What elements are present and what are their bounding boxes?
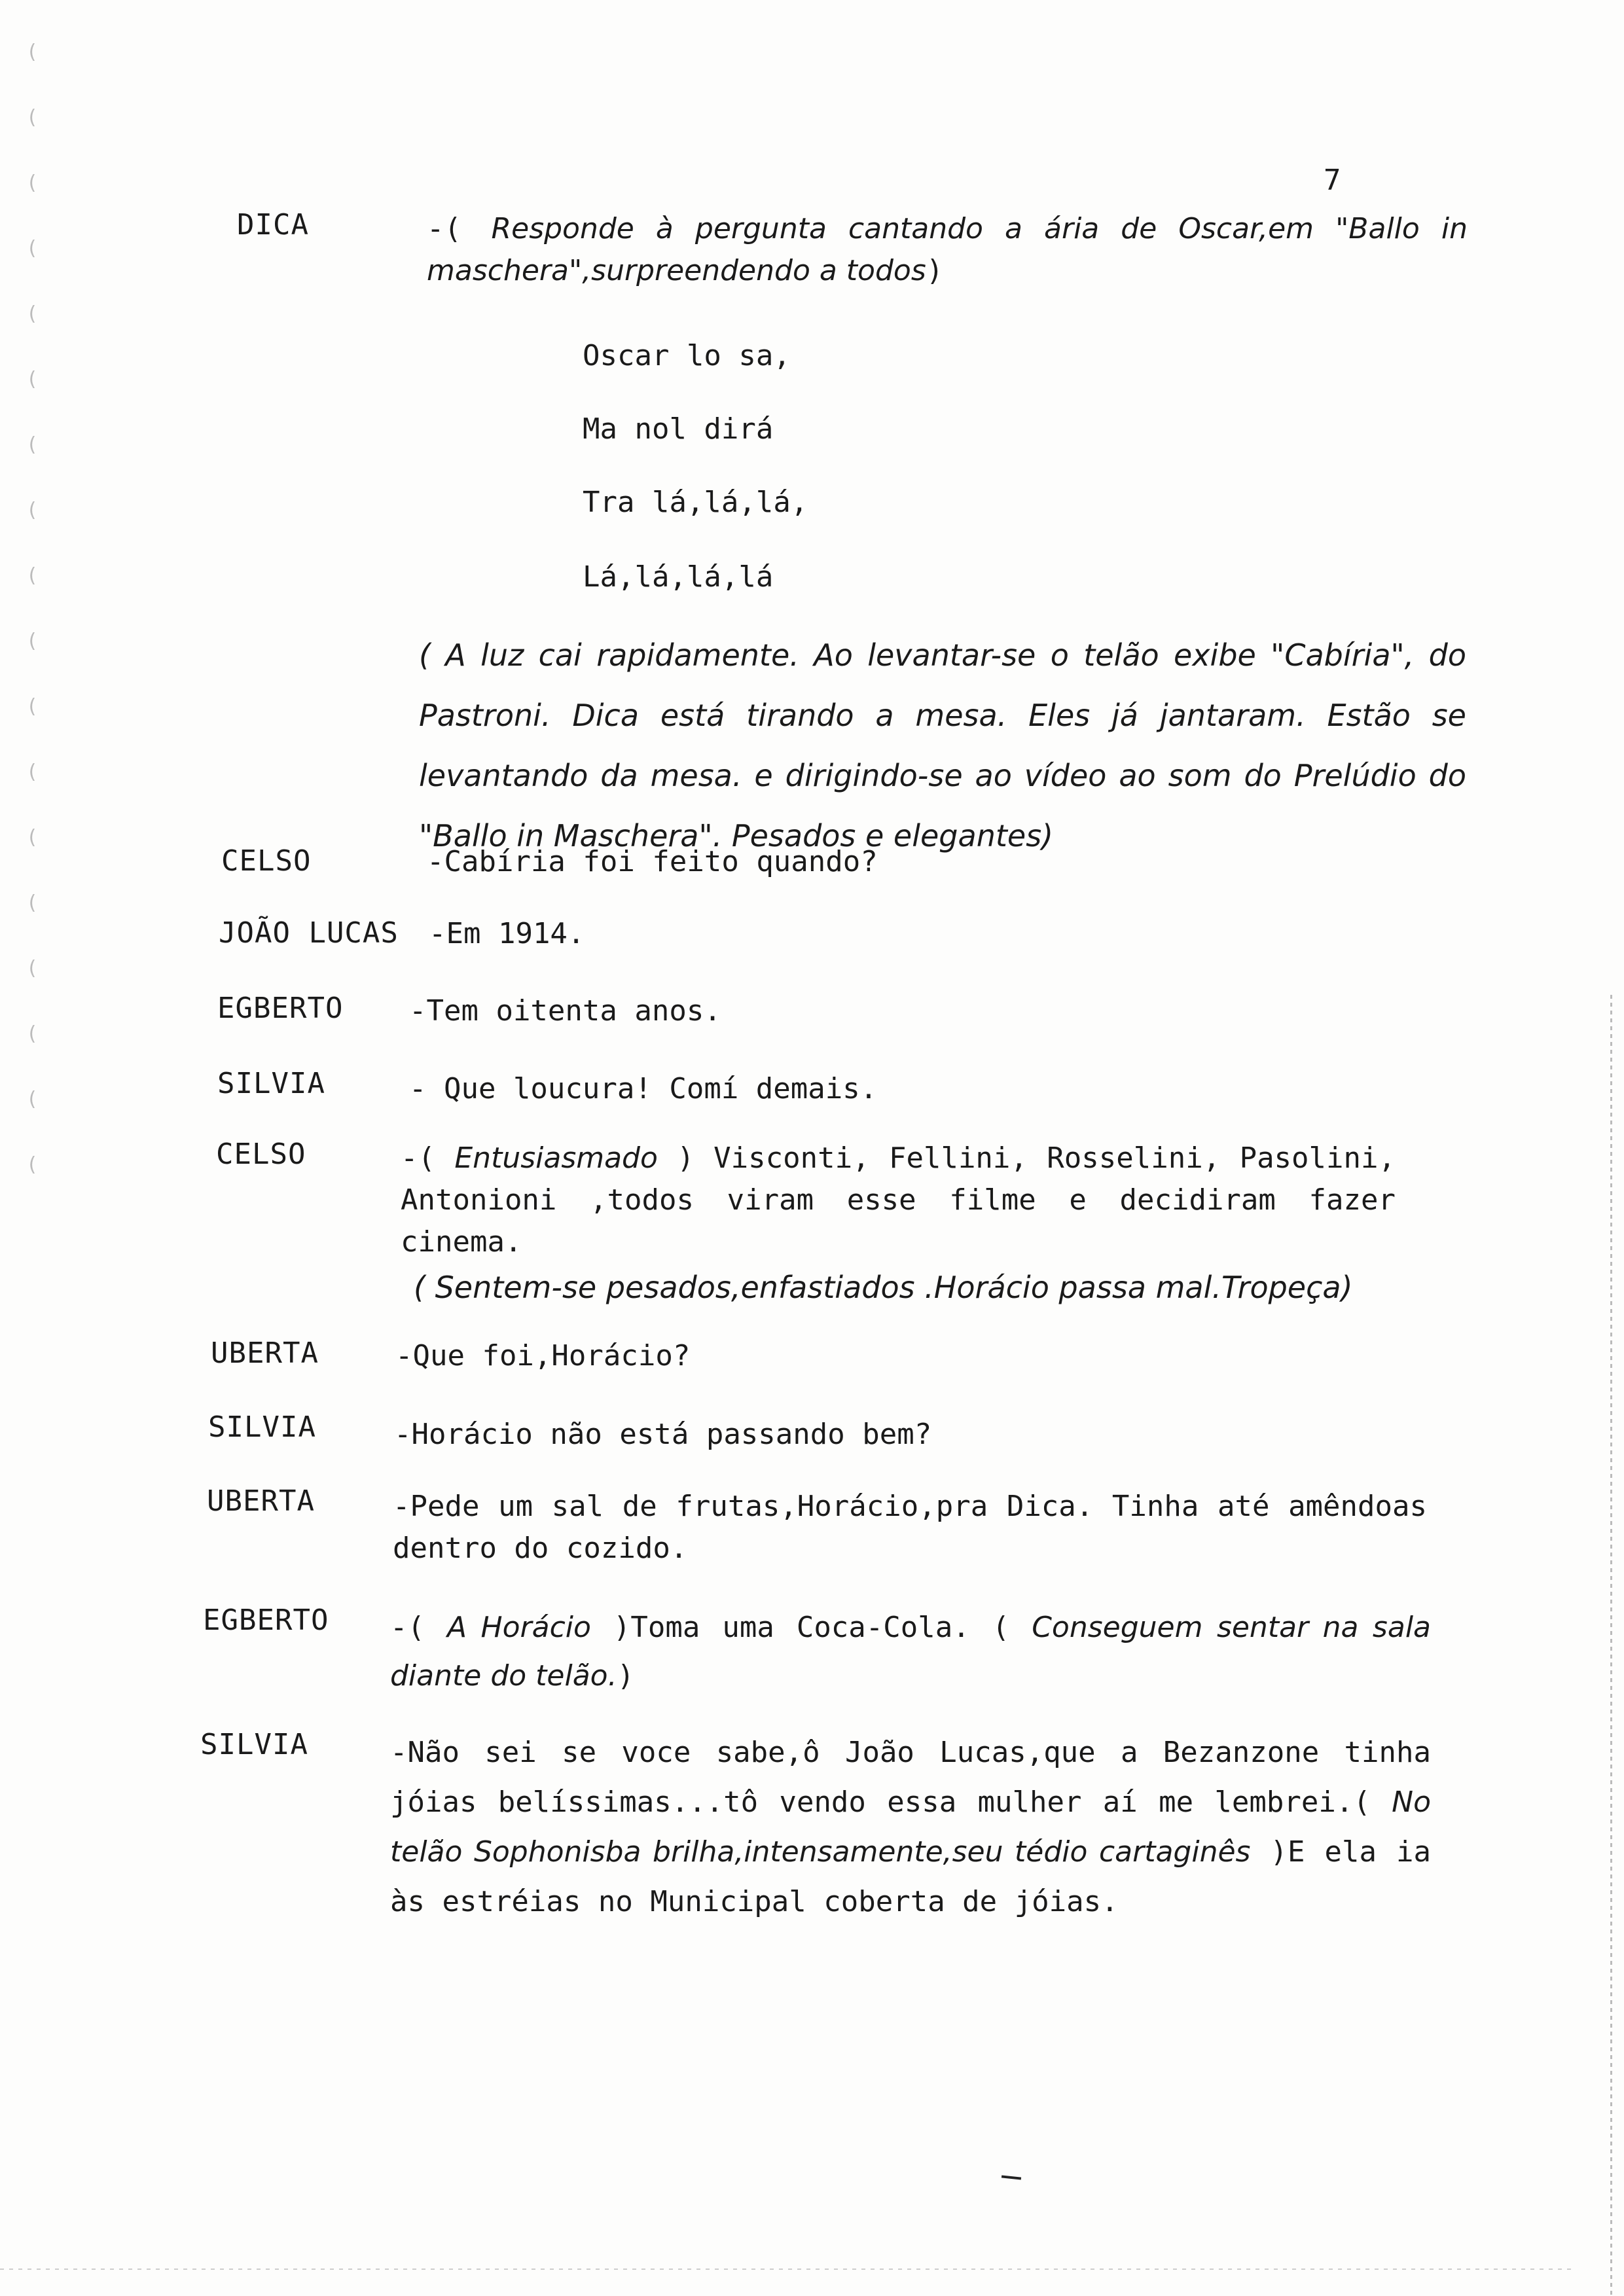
dialogue-part: )Toma uma Coca-Cola. ( [590,1611,1032,1644]
dialogue-egberto [390,1604,1431,1700]
page-number: 7 [1324,164,1341,197]
dialogue-uberta: -Que foi,Horácio? [395,1339,691,1372]
speaker-celso: CELSO [221,844,312,878]
dialogue-dica [427,208,1468,292]
dialogue-uberta: -Pede um sal de frutas,Horácio,pra Dica. Tinha até amêndoas dentro do cozido. [393,1490,1427,1565]
dialogue-silvia [390,1728,1431,1927]
dialogue-silvia: - Que loucura! Comí demais. [409,1072,878,1105]
scan-edge-bottom [0,2269,1571,2270]
dialogue-part: )E ela ia às estréias no Municipal coberta de jóias. [390,1835,1431,1918]
speaker-dica: DICA [237,208,309,242]
speaker-silvia: SILVIA [200,1728,308,1761]
dialogue-part: ) Visconti, Fellini, Rosselini, Pasolini, Antonioni ,todos viram esse filme e decidiram fazer cinema. [401,1141,1396,1259]
speaker-joao-lucas: JOÃO LUCAS [219,916,399,950]
speaker-egberto: EGBERTO [217,992,344,1025]
stage-direction-inline: Entusiasmado [454,1141,658,1175]
dialogue-celso: -Cabíria foi feito quando? [427,845,878,878]
speaker-celso: CELSO [216,1138,306,1171]
speaker-uberta: UBERTA [207,1484,315,1518]
song-line: Lá,lá,lá,lá [583,560,774,594]
speaker-silvia: SILVIA [217,1067,325,1100]
dialogue-celso [401,1138,1396,1263]
stray-mark [1001,2175,1021,2179]
stage-direction-inline: Conseguem sentar na sala diante do telão. [390,1611,1432,1693]
speaker-uberta: UBERTA [211,1336,319,1370]
dialogue-part: -( [390,1611,447,1644]
dialogue-part: -( [401,1141,455,1175]
speaker-egberto: EGBERTO [203,1604,329,1637]
stage-direction-inline: A Horácio [446,1611,591,1644]
stage-direction-inline: Responde à pergunta cantando a ária de Oscar,em "Ballo in maschera",surpreendendo a todos [427,212,1468,287]
dialogue-part: ) [617,1659,635,1693]
song-line: Tra lá,lá,lá, [583,486,808,519]
stage-direction: ( Sentem-se pesados,enfastiados .Horácio passa mal.Tropeça) [414,1270,1353,1305]
scan-edge-right [1610,995,1612,2296]
dialogue-egberto: -Tem oitenta anos. [409,994,721,1028]
dialogue-part: -Não sei se voce sabe,ô João Lucas,que a Bezanzone tinha jóias belíssimas...tô vendo essa mulher aí me lembrei.( [390,1736,1431,1819]
dialogue-joao-lucas: -Em 1914. [429,917,585,950]
dialogue-silvia: -Horácio não está passando bem? [394,1418,932,1451]
stage-direction-inline: No telão Sophonisba brilha,intensamente,seu tédio cartaginês [390,1785,1431,1869]
stage-direction: ( A luz cai rapidamente. Ao levantar-se o telão exibe "Cabíria", do Pastroni. Dica está tirando a mesa. Eles já jantaram. Estão se levantando da mesa. e dirigindo-se ao vídeo ao som do Prelúdio do "Ballo in Maschera". Pesados e elegantes) [419,637,1466,853]
song-line: Ma nol dirá [583,412,774,446]
speaker-silvia: SILVIA [208,1410,316,1444]
left-margin-marks: ( ( ( ( ( ( ( ( ( ( ( ( ( ( ( ( ( ( [26,41,39,1176]
dialogue-part: -( [427,212,492,245]
song-line: Oscar lo sa, [583,339,791,372]
dialogue-part: ) [926,254,944,287]
